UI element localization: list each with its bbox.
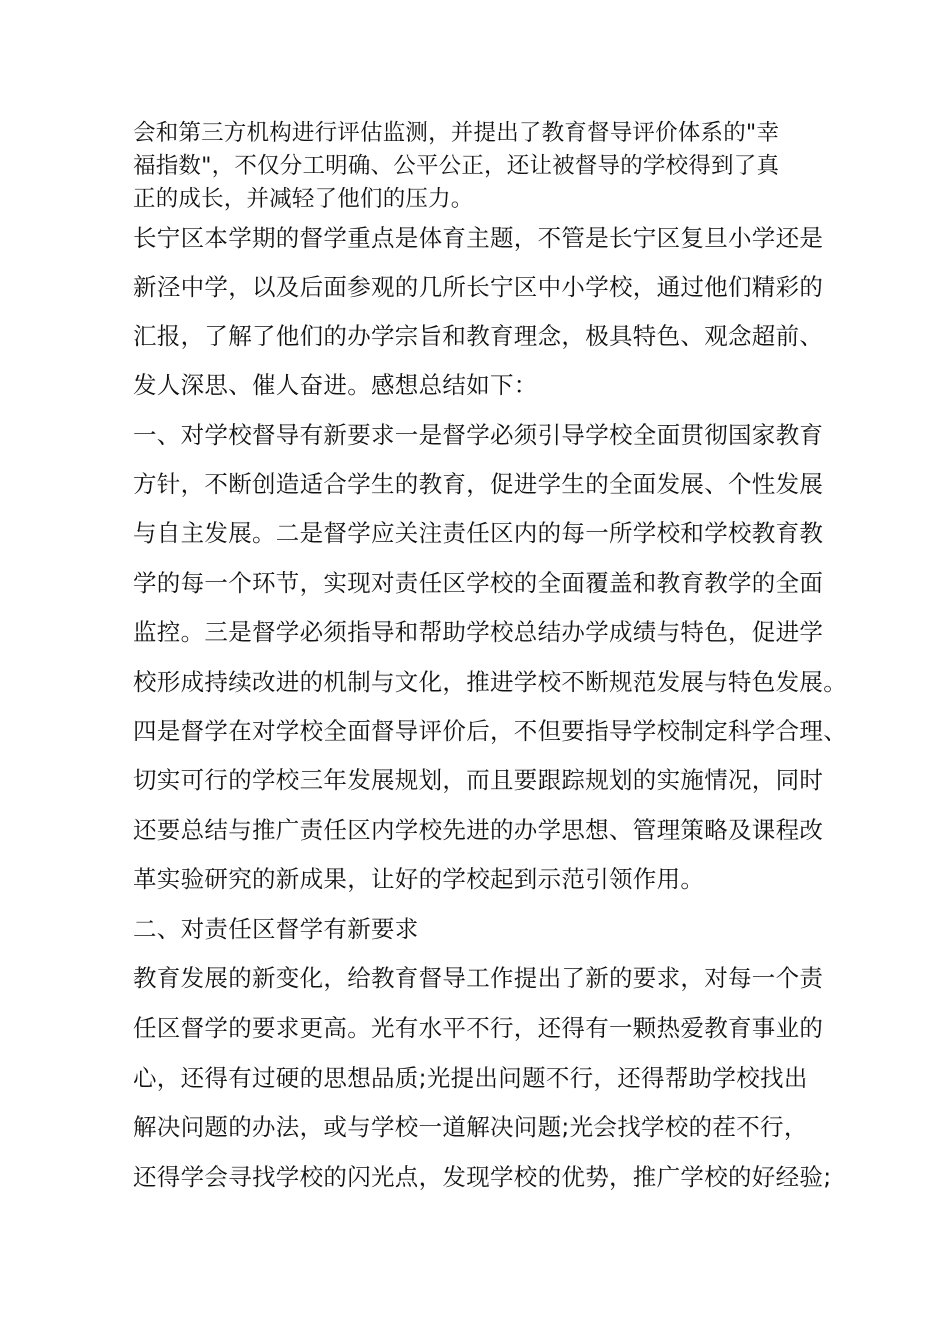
section-2-heading: 二、对责任区督学有新要求 — [133, 915, 419, 943]
section-1-line-10: 革实验研究的新成果，让好的学校起到示范引领作用。 — [133, 865, 705, 893]
paragraph-2-line-2: 任区督学的要求更高。光有水平不行，还得有一颗热爱教育事业的 — [133, 1014, 824, 1042]
paragraph-2-line-1: 教育发展的新变化，给教育督导工作提出了新的要求，对每一个责 — [133, 964, 824, 992]
paragraph-1-line-2: 新泾中学，以及后面参观的几所长宁区中小学校，通过他们精彩的 — [133, 273, 824, 301]
top-paragraph-line-2: 福指数"，不仅分工明确、公平公正，还让被督导的学校得到了真 — [133, 153, 780, 179]
top-paragraph-line-3: 正的成长，并减轻了他们的压力。 — [133, 186, 474, 212]
section-1-line-9: 还要总结与推广责任区内学校先进的办学思想、管理策略及课程改 — [133, 816, 824, 844]
section-1-line-7: 四是督学在对学校全面督导评价后，不但要指导学校制定科学合理、 — [133, 717, 847, 745]
section-1-line-1: 一、对学校督导有新要求一是督学必须引导学校全面贯彻国家教育 — [133, 421, 824, 449]
section-1-line-4: 学的每一个环节，实现对责任区学校的全面覆盖和教育教学的全面 — [133, 569, 824, 597]
section-1-line-8: 切实可行的学校三年发展规划，而且要跟踪规划的实施情况，同时 — [133, 766, 824, 794]
section-1-line-5: 监控。三是督学必须指导和帮助学校总结办学成绩与特色，促进学 — [133, 618, 824, 646]
paragraph-1-line-3: 汇报，了解了他们的办学宗旨和教育理念，极具特色、观念超前、 — [133, 322, 824, 350]
section-1-line-6: 校形成持续改进的机制与文化，推进学校不断规范发展与特色发展。 — [133, 668, 847, 696]
paragraph-1-line-1: 长宁区本学期的督学重点是体育主题，不管是长宁区复旦小学还是 — [133, 224, 824, 252]
top-paragraph-line-1: 会和第三方机构进行评估监测，并提出了教育督导评价体系的"幸 — [133, 120, 780, 146]
section-1-line-3: 与自主发展。二是督学应关注责任区内的每一所学校和学校教育教 — [133, 519, 824, 547]
section-1-line-2: 方针，不断创造适合学生的教育，促进学生的全面发展、个性发展 — [133, 470, 824, 498]
paragraph-2-line-3: 心，还得有过硬的思想品质;光提出问题不行，还得帮助学校找出 — [133, 1064, 808, 1092]
paragraph-2-line-5: 还得学会寻找学校的闪光点，发现学校的优势，推广学校的好经验; — [133, 1163, 832, 1191]
paragraph-2-line-4: 解决问题的办法，或与学校一道解决问题;光会找学校的茬不行， — [133, 1113, 808, 1141]
paragraph-1-line-4: 发人深思、催人奋进。感想总结如下： — [133, 371, 538, 399]
